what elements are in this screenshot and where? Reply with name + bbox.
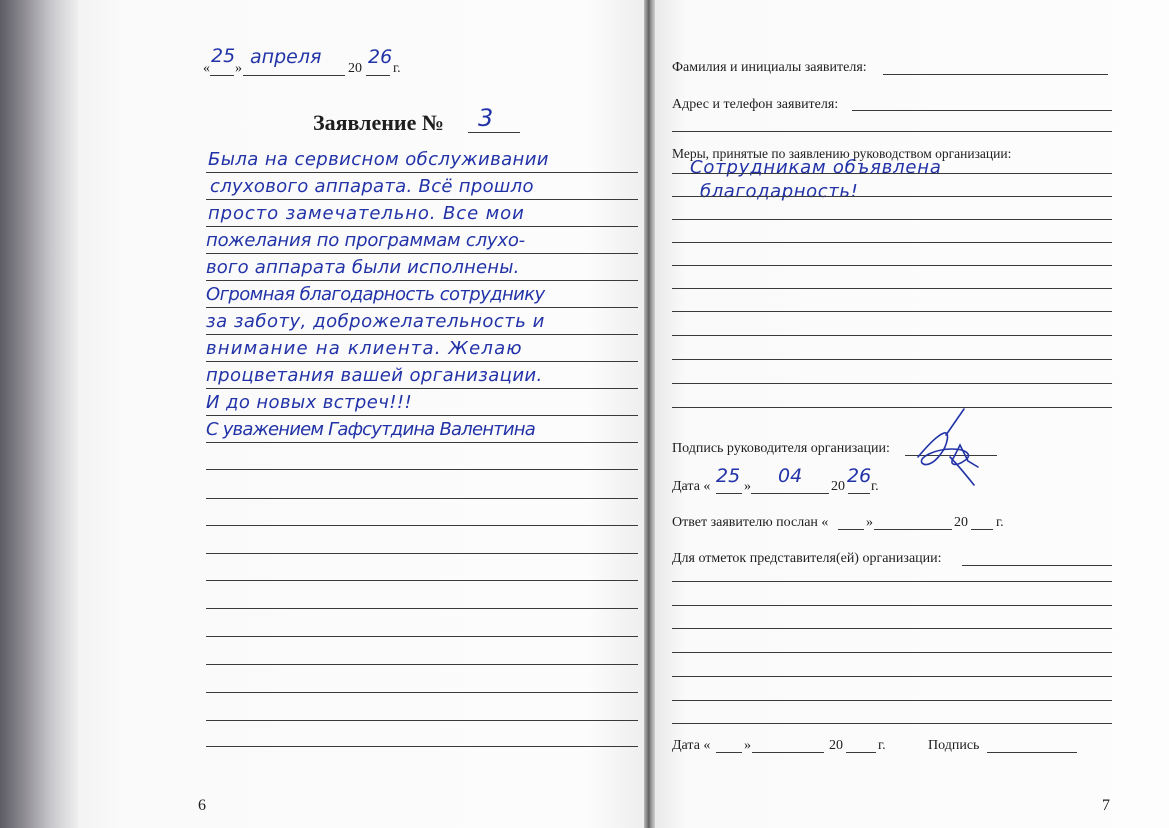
body-line: Была на сервисном обслуживании	[208, 149, 549, 170]
applicant-address-field	[852, 110, 1112, 111]
measures-text-line: благодарность!	[700, 181, 859, 202]
manager-date-month: 04	[778, 465, 803, 487]
applicant-name-field	[883, 74, 1108, 75]
body-line: внимание на клиента. Желаю	[206, 338, 523, 359]
measures-text-line: Сотрудникам объявлена	[690, 157, 942, 178]
manager-date-day: 25	[716, 465, 741, 487]
body-line: вого аппарата были исполнены.	[206, 257, 520, 278]
body-line: И до новых встреч!!!	[206, 392, 413, 413]
bottom-sign-label: Подпись	[928, 738, 980, 753]
left-page-number: 6	[198, 797, 206, 814]
body-line: Огромная благодарность сотруднику	[206, 284, 545, 305]
applicant-address-label: Адрес и телефон заявителя:	[672, 97, 839, 112]
book-gutter	[644, 0, 655, 828]
right-page-number: 7	[1102, 797, 1110, 814]
body-line: за заботу, доброжелательность и	[206, 311, 545, 332]
body-line: пожелания по программам слухо-	[206, 230, 525, 251]
application-number: 3	[478, 104, 494, 132]
body-line: слухового аппарата. Всё прошло	[210, 176, 534, 197]
left-date-day: 25	[211, 45, 236, 67]
manager-signature	[908, 405, 988, 490]
body-line: С уважением Гафсутдина Валентина	[206, 419, 535, 440]
body-line: просто замечательно. Все мои	[208, 203, 525, 224]
left-date-year-suffix: 26	[368, 46, 393, 68]
notes-label: Для отметок представителя(ей) организации:	[672, 551, 942, 566]
left-date-month: апреля	[250, 46, 322, 68]
measures-label: Меры, принятые по заявлению руководством организации:	[672, 146, 1012, 161]
left-date-unit: г.	[393, 61, 401, 76]
body-line: процветания вашей организации.	[206, 365, 543, 386]
application-title: Заявление №	[313, 110, 444, 135]
applicant-name-label: Фамилия и инициалы заявителя:	[672, 60, 867, 75]
manager-signature-label: Подпись руководителя организации:	[672, 441, 890, 456]
scan-edge-shadow	[0, 0, 78, 828]
manager-date-year-suffix: 26	[847, 465, 872, 487]
left-date-year-prefix: 20	[348, 61, 362, 76]
